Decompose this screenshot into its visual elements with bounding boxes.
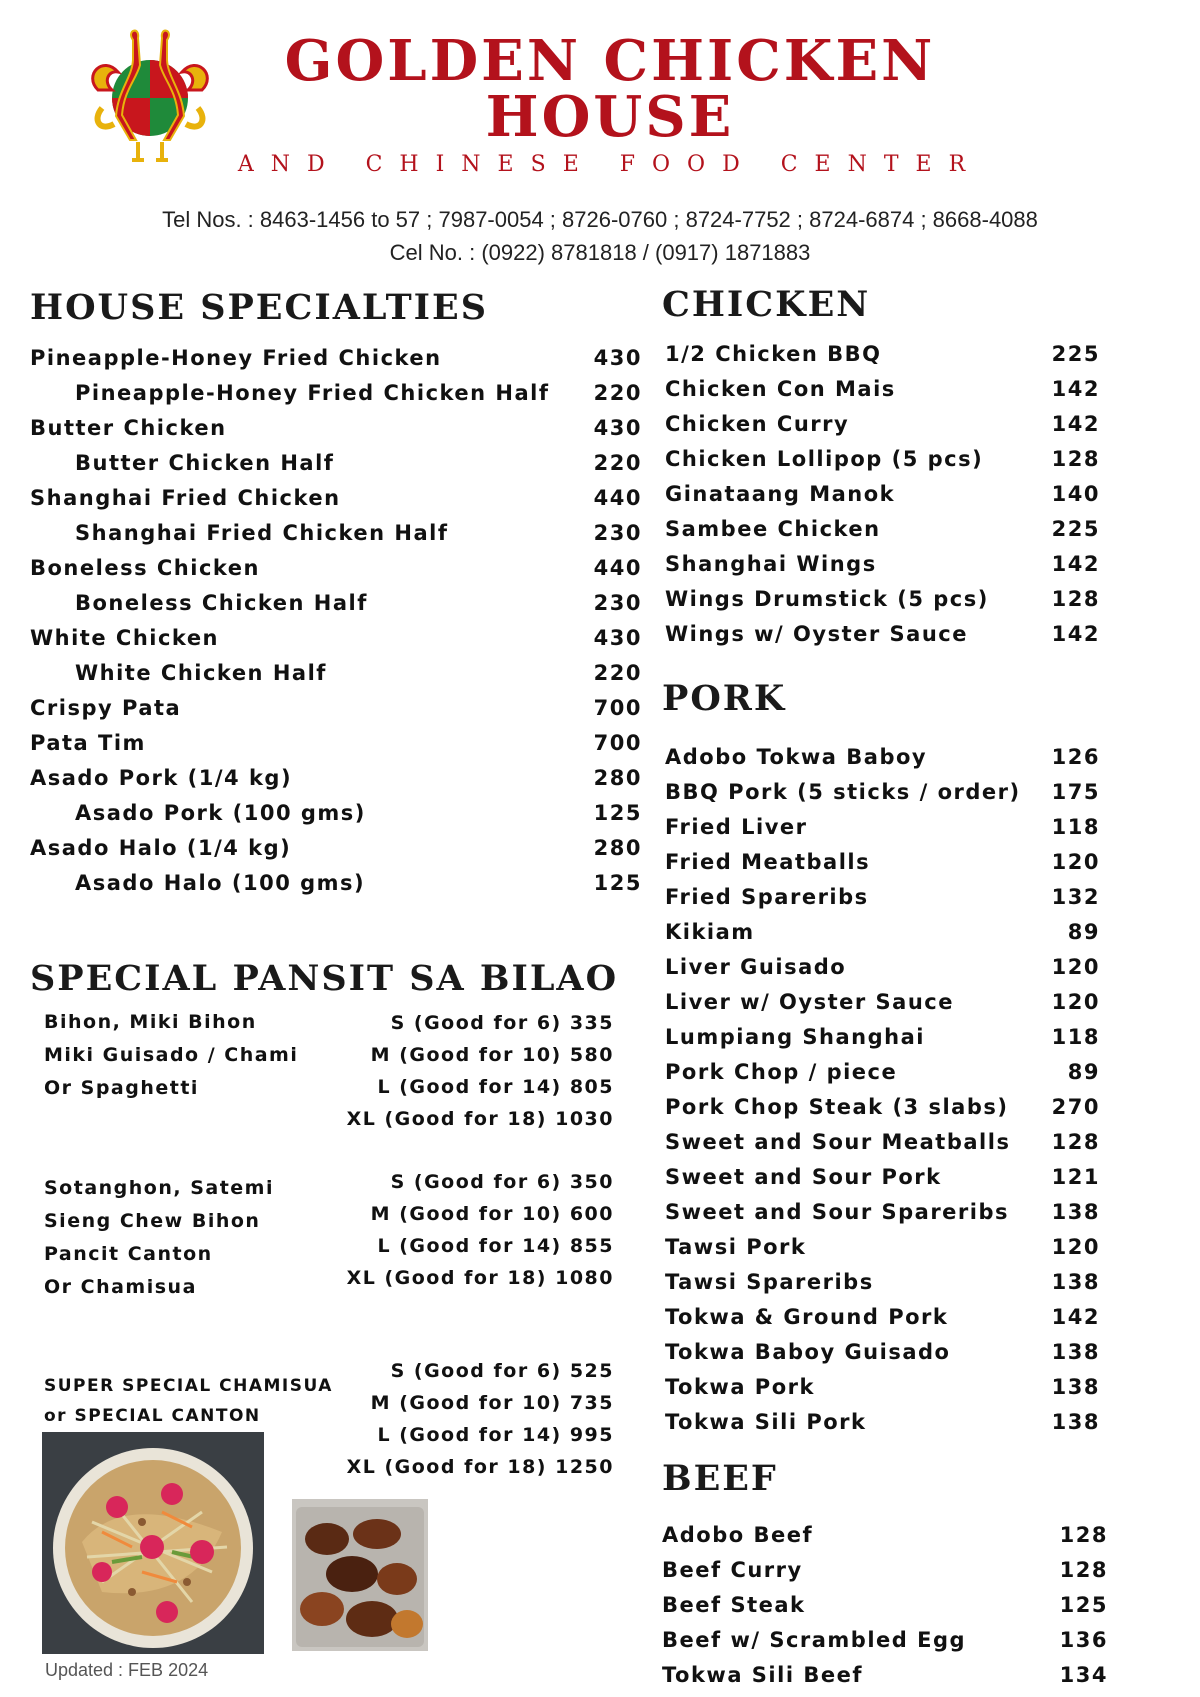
menu-item-name: Sweet and Sour Spareribs [665, 1200, 1010, 1224]
pansit-group-1-names [44, 1008, 298, 1107]
menu-item-row [665, 339, 1100, 374]
menu-item-price: 125 [593, 871, 642, 895]
menu-item-row [665, 917, 1100, 952]
menu-item-row [665, 1092, 1100, 1127]
menu-item-price: 225 [1051, 517, 1100, 541]
pansit-name: SUPER SPECIAL CHAMISUA [44, 1376, 333, 1396]
menu-item-row [665, 812, 1100, 847]
menu-item-row [665, 1232, 1100, 1267]
menu-item-row [30, 448, 642, 483]
menu-item-price: 128 [1051, 1130, 1100, 1154]
menu-item-name: Beef Curry [662, 1558, 803, 1582]
pansit-group-3-names [44, 1372, 333, 1432]
menu-item-name: Fried Meatballs [665, 850, 871, 874]
updated-date: Updated : FEB 2024 [45, 1660, 209, 1680]
menu-item-name: Adobo Tokwa Baboy [665, 745, 928, 769]
menu-item-price: 270 [1051, 1095, 1100, 1119]
pansit-title: SPECIAL PANSIT SA BILAO [30, 958, 619, 999]
menu-item-price: 138 [1051, 1340, 1100, 1364]
menu-item-name: Chicken Curry [665, 412, 850, 436]
menu-item-row [30, 483, 642, 518]
menu-item-row [30, 763, 642, 798]
menu-item-row [665, 1337, 1100, 1372]
brand-title-line2: HOUSE [485, 84, 735, 150]
menu-item-row [665, 619, 1100, 654]
pansit-name: Or Spaghetti [44, 1077, 199, 1099]
menu-item-name: Beef w/ Scrambled Egg [662, 1628, 967, 1652]
menu-item-price: 121 [1051, 1165, 1100, 1189]
menu-item-name: Sweet and Sour Pork [665, 1165, 942, 1189]
pork-list [665, 742, 1100, 1442]
house-specialties-title: HOUSE SPECIALTIES [30, 287, 488, 328]
menu-item-name: Tawsi Pork [665, 1235, 807, 1259]
menu-item-price: 89 [1067, 1060, 1100, 1084]
menu-item-price: 120 [1051, 1235, 1100, 1259]
menu-item-row [665, 374, 1100, 409]
menu-item-price: 128 [1059, 1558, 1108, 1582]
menu-item-name: Kikiam [665, 920, 755, 944]
pansit-name: Or Chamisua [44, 1276, 197, 1298]
menu-item-price: 128 [1051, 447, 1100, 471]
menu-item-price: 142 [1051, 552, 1100, 576]
menu-item-price: 136 [1059, 1628, 1108, 1652]
menu-item-price: 230 [593, 521, 642, 545]
menu-item-price: 142 [1051, 412, 1100, 436]
menu-item-price: 280 [593, 836, 642, 860]
menu-item-price: 120 [1051, 990, 1100, 1014]
beef-list [662, 1520, 1108, 1695]
menu-item-name: Asado Halo (1/4 kg) [30, 836, 292, 860]
pansit-group-3-sizes [347, 1357, 614, 1485]
pansit-group-2-sizes [347, 1168, 614, 1296]
menu-item-row [665, 514, 1100, 549]
menu-item-name: Sweet and Sour Meatballs [665, 1130, 1011, 1154]
menu-item-price: 120 [1051, 955, 1100, 979]
menu-item-price: 128 [1059, 1523, 1108, 1547]
menu-item-price: 89 [1067, 920, 1100, 944]
chicken-list [665, 339, 1100, 654]
menu-item-name: 1/2 Chicken BBQ [665, 342, 882, 366]
menu-item-row [665, 777, 1100, 812]
menu-item-row [30, 413, 642, 448]
menu-item-price: 700 [593, 696, 642, 720]
menu-item-name: Chicken Con Mais [665, 377, 896, 401]
pansit-size-price: XL (Good for 18) 1030 [346, 1108, 614, 1130]
menu-item-row [30, 658, 642, 693]
menu-item-price: 220 [593, 381, 642, 405]
menu-item-row [665, 1057, 1100, 1092]
pansit-size-price: S (Good for 6) 335 [390, 1012, 614, 1034]
menu-item-name: Tawsi Spareribs [665, 1270, 874, 1294]
pansit-name: Sieng Chew Bihon [44, 1210, 261, 1232]
menu-item-name: Shanghai Wings [665, 552, 877, 576]
menu-item-row [665, 1197, 1100, 1232]
menu-item-price: 126 [1051, 745, 1100, 769]
menu-item-name: Wings Drumstick (5 pcs) [665, 587, 989, 611]
menu-item-name: Shanghai Fried Chicken [30, 486, 341, 510]
menu-item-price: 280 [593, 766, 642, 790]
menu-item-price: 220 [593, 661, 642, 685]
menu-item-row [662, 1625, 1108, 1660]
menu-item-price: 142 [1051, 377, 1100, 401]
menu-item-row [665, 444, 1100, 479]
menu-item-price: 230 [593, 591, 642, 615]
menu-item-row [665, 1372, 1100, 1407]
menu-item-name: Pata Tim [30, 731, 146, 755]
menu-item-price: 430 [593, 346, 642, 370]
menu-item-name: Beef Steak [662, 1593, 806, 1617]
menu-item-name: Fried Spareribs [665, 885, 869, 909]
menu-item-row [665, 987, 1100, 1022]
menu-item-name: Butter Chicken Half [75, 451, 335, 475]
menu-item-name: Sambee Chicken [665, 517, 881, 541]
menu-item-row [665, 1162, 1100, 1197]
menu-item-name: Tokwa Baboy Guisado [665, 1340, 951, 1364]
menu-item-row [665, 479, 1100, 514]
menu-item-price: 142 [1051, 622, 1100, 646]
menu-item-row [662, 1590, 1108, 1625]
menu-item-row [665, 847, 1100, 882]
menu-item-price: 125 [1059, 1593, 1108, 1617]
menu-item-price: 125 [593, 801, 642, 825]
menu-item-price: 142 [1051, 1305, 1100, 1329]
menu-item-row [665, 549, 1100, 584]
menu-item-name: Butter Chicken [30, 416, 227, 440]
menu-item-name: Wings w/ Oyster Sauce [665, 622, 968, 646]
pansit-size-price: L (Good for 14) 855 [377, 1235, 614, 1257]
cellphone-numbers: Cel No. : (0922) 8781818 / (0917) 1871883 [389, 240, 811, 265]
menu-item-name: Asado Pork (100 gms) [75, 801, 366, 825]
menu-item-name: Pork Chop / piece [665, 1060, 898, 1084]
chicken-title: CHICKEN [662, 284, 871, 325]
menu-item-row [30, 343, 642, 378]
pansit-size-price: L (Good for 14) 995 [377, 1424, 614, 1446]
menu-item-row [30, 693, 642, 728]
menu-item-price: 132 [1051, 885, 1100, 909]
menu-item-price: 440 [593, 556, 642, 580]
telephone-numbers: Tel Nos. : 8463-1456 to 57 ; 7987-0054 ; 8726-0760 ; 8724-7752 ; 8724-6874 ; 8668-4088 [162, 207, 1038, 232]
menu-item-name: White Chicken Half [75, 661, 327, 685]
menu-item-name: BBQ Pork (5 sticks / order) [665, 780, 1021, 804]
menu-item-row [665, 409, 1100, 444]
menu-item-name: Liver Guisado [665, 955, 847, 979]
menu-item-row [662, 1555, 1108, 1590]
menu-item-price: 700 [593, 731, 642, 755]
menu-item-row [30, 623, 642, 658]
pansit-name: or SPECIAL CANTON [44, 1406, 261, 1426]
menu-item-row [30, 728, 642, 763]
menu-item-row [665, 1127, 1100, 1162]
menu-item-price: 430 [593, 626, 642, 650]
menu-item-name: Lumpiang Shanghai [665, 1025, 925, 1049]
asado-tray-photo [292, 1499, 428, 1651]
menu-item-name: Pineapple-Honey Fried Chicken Half [75, 381, 550, 405]
menu-item-row [30, 868, 642, 903]
menu-item-name: Tokwa Pork [665, 1375, 815, 1399]
menu-item-name: Shanghai Fried Chicken Half [75, 521, 449, 545]
menu-item-name: Adobo Beef [662, 1523, 814, 1547]
menu-item-row [30, 518, 642, 553]
menu-item-name: Pineapple-Honey Fried Chicken [30, 346, 442, 370]
brand-subtitle: AND CHINESE FOOD CENTER [237, 152, 983, 177]
menu-item-name: Pork Chop Steak (3 slabs) [665, 1095, 1009, 1119]
menu-item-row [30, 378, 642, 413]
menu-item-price: 134 [1059, 1663, 1108, 1687]
menu-item-name: Tokwa Sili Pork [665, 1410, 867, 1434]
pansit-size-price: S (Good for 6) 525 [390, 1360, 614, 1382]
pansit-name: Pancit Canton [44, 1243, 213, 1265]
pansit-size-price: L (Good for 14) 805 [377, 1076, 614, 1098]
menu-item-row [30, 798, 642, 833]
pansit-name: Miki Guisado / Chami [44, 1044, 299, 1066]
pansit-size-price: M (Good for 10) 580 [370, 1044, 614, 1066]
menu-item-row [30, 588, 642, 623]
menu-item-name: Tokwa Sili Beef [662, 1663, 863, 1687]
menu-item-name: Tokwa & Ground Pork [665, 1305, 949, 1329]
menu-item-row [665, 742, 1100, 777]
menu-item-row [665, 882, 1100, 917]
pansit-size-price: XL (Good for 18) 1250 [346, 1456, 614, 1478]
menu-item-name: Boneless Chicken [30, 556, 260, 580]
menu-item-name: Chicken Lollipop (5 pcs) [665, 447, 984, 471]
menu-item-price: 128 [1051, 587, 1100, 611]
menu-item-price: 175 [1051, 780, 1100, 804]
menu-item-price: 440 [593, 486, 642, 510]
pansit-size-price: M (Good for 10) 600 [370, 1203, 614, 1225]
menu-item-price: 138 [1051, 1200, 1100, 1224]
menu-item-price: 120 [1051, 850, 1100, 874]
menu-item-name: Liver w/ Oyster Sauce [665, 990, 954, 1014]
pansit-bilao-photo [42, 1432, 264, 1654]
menu-item-price: 220 [593, 451, 642, 475]
menu-item-row [30, 833, 642, 868]
menu-item-row [665, 1407, 1100, 1442]
menu-item-name: Boneless Chicken Half [75, 591, 368, 615]
pansit-name: Sotanghon, Satemi [44, 1177, 274, 1199]
pansit-size-price: XL (Good for 18) 1080 [346, 1267, 614, 1289]
menu-item-name: White Chicken [30, 626, 220, 650]
menu-item-row [665, 1022, 1100, 1057]
menu-item-price: 430 [593, 416, 642, 440]
pansit-name: Bihon, Miki Bihon [44, 1011, 257, 1033]
house-specialties-list [30, 343, 642, 903]
pansit-group-1-sizes [347, 1009, 614, 1137]
menu-item-name: Crispy Pata [30, 696, 182, 720]
menu-item-price: 118 [1051, 815, 1100, 839]
menu-item-price: 225 [1051, 342, 1100, 366]
menu-item-row [665, 952, 1100, 987]
pansit-size-price: M (Good for 10) 735 [370, 1392, 614, 1414]
brand-title-line1: GOLDEN CHICKEN [284, 28, 936, 94]
menu-item-price: 118 [1051, 1025, 1100, 1049]
menu-item-price: 138 [1051, 1410, 1100, 1434]
menu-item-name: Asado Halo (100 gms) [75, 871, 366, 895]
menu-item-row [662, 1660, 1108, 1695]
menu-item-name: Asado Pork (1/4 kg) [30, 766, 293, 790]
menu-item-row [665, 584, 1100, 619]
menu-item-name: Ginataang Manok [665, 482, 896, 506]
pansit-group-2-names [44, 1174, 274, 1306]
menu-item-row [665, 1302, 1100, 1337]
menu-item-name: Fried Liver [665, 815, 808, 839]
menu-item-row [662, 1520, 1108, 1555]
menu-item-price: 140 [1051, 482, 1100, 506]
phoenix-logo-icon [78, 20, 223, 175]
pansit-size-price: S (Good for 6) 350 [390, 1171, 614, 1193]
menu-item-row [30, 553, 642, 588]
menu-item-row [665, 1267, 1100, 1302]
menu-item-price: 138 [1051, 1375, 1100, 1399]
pork-title: PORK [662, 678, 787, 719]
beef-title: BEEF [662, 1458, 778, 1499]
menu-item-price: 138 [1051, 1270, 1100, 1294]
